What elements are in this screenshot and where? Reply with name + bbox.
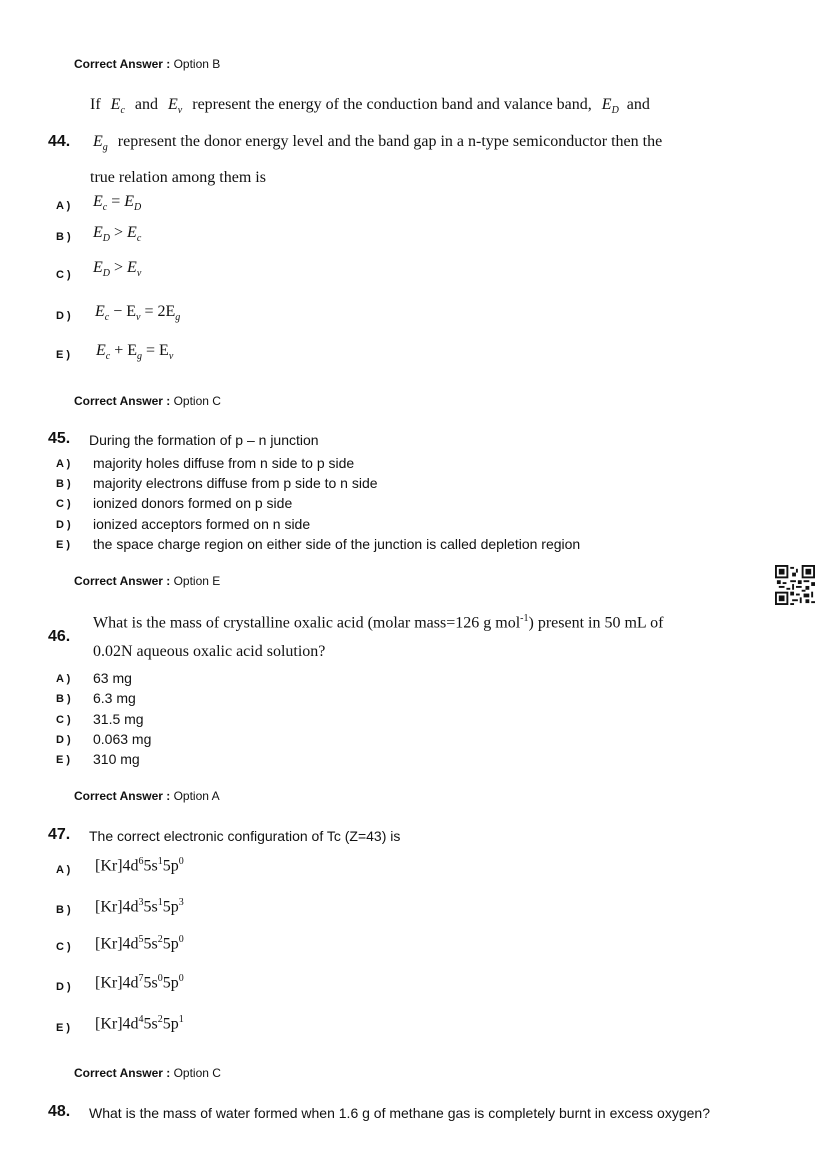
question-46-line-2: 0.02N aqueous oxalic acid solution? — [93, 643, 326, 660]
option-label: E ) — [56, 1022, 71, 1034]
question-44-line-3: true relation among them is — [90, 169, 266, 186]
option-label: B ) — [56, 478, 71, 490]
option-label: C ) — [56, 269, 71, 281]
option-45-a[interactable]: majority holes diffuse from n side to p side — [93, 455, 355, 471]
option-label: A ) — [56, 458, 71, 470]
option-label: A ) — [56, 864, 71, 876]
option-46-c[interactable]: 31.5 mg — [93, 711, 144, 727]
option-47-d[interactable]: $[Kr]4d^75s^05p^0$ — [95, 973, 184, 992]
option-label: C ) — [56, 498, 71, 510]
option-label: D ) — [56, 519, 71, 531]
correct-answer-43: Correct Answer : Option B — [74, 57, 221, 71]
correct-answer-45: Correct Answer : Option E — [74, 574, 221, 588]
option-label: B ) — [56, 693, 71, 705]
question-44-line-1: If $E_c$ and $E_v$ represent the energy of the conduction band and valance band, $E_D$ and — [90, 96, 650, 117]
option-46-b[interactable]: 6.3 mg — [93, 690, 136, 706]
option-label: C ) — [56, 941, 71, 953]
option-47-b[interactable]: $[Kr]4d^35s^15p^3$ — [95, 897, 184, 916]
option-46-e[interactable]: 310 mg — [93, 751, 140, 767]
option-44-d[interactable]: $E_c - E_v = 2E_g$ — [95, 303, 181, 324]
option-45-c[interactable]: ionized donors formed on p side — [93, 495, 293, 511]
question-number-47: 47. — [48, 826, 71, 843]
option-label: E ) — [56, 539, 71, 551]
question-45-text: During the formation of p – n junction — [89, 432, 319, 448]
option-47-c[interactable]: $[Kr]4d^55s^25p^0$ — [95, 934, 184, 953]
option-label: A ) — [56, 200, 71, 212]
option-47-a[interactable]: $[Kr]4d^65s^15p^0$ — [95, 856, 184, 875]
question-number-44: 44. — [48, 133, 71, 150]
option-label: C ) — [56, 714, 71, 726]
option-label: D ) — [56, 310, 71, 322]
correct-answer-44: Correct Answer : Option C — [74, 394, 221, 408]
option-44-c[interactable]: $E_D > E_v$ — [93, 259, 142, 280]
option-45-d[interactable]: ionized acceptors formed on n side — [93, 516, 311, 532]
correct-answer-46: Correct Answer : Option A — [74, 789, 220, 803]
option-46-d[interactable]: 0.063 mg — [93, 731, 152, 747]
question-number-45: 45. — [48, 430, 71, 447]
option-label: E ) — [56, 349, 71, 361]
option-label: B ) — [56, 904, 71, 916]
option-label: A ) — [56, 673, 71, 685]
question-number-46: 46. — [48, 628, 71, 645]
question-48-text: What is the mass of water formed when 1.6 g of methane gas is completely burnt in excess oxygen? — [89, 1105, 710, 1121]
option-label: D ) — [56, 734, 71, 746]
option-46-a[interactable]: 63 mg — [93, 670, 132, 686]
option-label: D ) — [56, 981, 71, 993]
option-45-b[interactable]: majority electrons diffuse from p side to n side — [93, 475, 378, 491]
qr-code — [775, 565, 815, 605]
question-44-line-2: $E_g$ represent the donor energy level and the band gap in a n-type semiconductor then the — [93, 133, 663, 154]
option-44-b[interactable]: $E_D > E_c$ — [93, 224, 142, 245]
option-label: E ) — [56, 754, 71, 766]
option-45-e[interactable]: the space charge region on either side of the junction is called depletion region — [93, 536, 581, 552]
question-47-text: The correct electronic configuration of Tc (Z=43) is — [89, 828, 401, 844]
option-44-e[interactable]: $E_c + E_g = E_v$ — [96, 342, 174, 363]
option-label: B ) — [56, 231, 71, 243]
correct-answer-47: Correct Answer : Option C — [74, 1066, 221, 1080]
option-47-e[interactable]: $[Kr]4d^45s^25p^1$ — [95, 1014, 184, 1033]
option-44-a[interactable]: $E_c = E_D$ — [93, 193, 142, 214]
question-46-line-1: What is the mass of crystalline oxalic acid (molar mass=126 g mol$^{-1}$) present in 50 mL of — [93, 613, 664, 632]
question-number-48: 48. — [48, 1103, 71, 1120]
